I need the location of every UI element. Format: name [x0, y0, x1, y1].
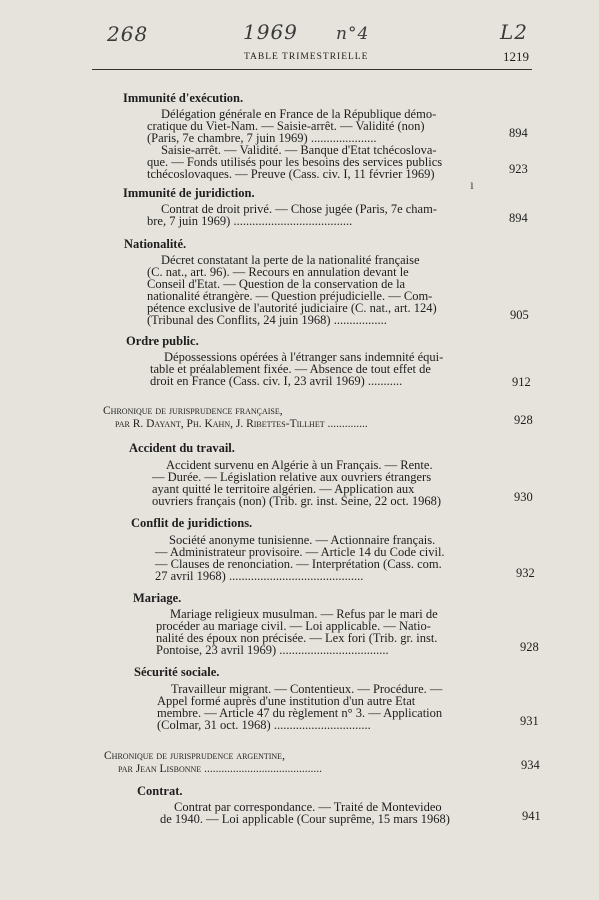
entry-line: nationalité étrangère. — Question préjudicielle. — Com-	[147, 289, 433, 303]
entry-line: Délégation générale en France de la République démo-	[161, 107, 437, 121]
page-number: 941	[522, 809, 541, 823]
entry-text	[157, 683, 502, 731]
section-heading: Mariage.	[133, 591, 182, 605]
pencil-mark: ı	[470, 178, 474, 193]
page-number: 894	[509, 211, 528, 225]
entry-line: — Durée. — Législation relative aux ouvriers étrangers	[152, 470, 432, 484]
section-heading: Accident du travail.	[129, 441, 235, 455]
page-number: 931	[520, 714, 539, 728]
handwritten-issue: n°4	[336, 24, 370, 44]
entry-line: nalité des époux non précisée. — Lex fori (Trib. gr. inst.	[156, 631, 438, 645]
entry-line: Contrat de droit privé. — Chose jugée (Paris, 7e cham-	[161, 202, 437, 216]
section-heading: Contrat.	[137, 784, 183, 798]
entry-line: ayant quitté le territoire algérien. — Application aux	[152, 482, 415, 496]
page-number: 932	[516, 566, 535, 580]
entry-text	[152, 459, 497, 507]
entry-line: bre, 7 juin 1969) ......................................	[147, 214, 353, 228]
entry-line: Saisie-arrêt. — Validité. — Banque d'Etat tchécoslova-	[161, 143, 437, 157]
entry-line: (C. nat., art. 96). — Recours en annulation devant le	[147, 265, 409, 279]
chronicle-line: Chronique de jurisprudence argentine,	[104, 750, 285, 762]
entry-line: de 1940. — Loi applicable (Cour suprême, 15 mars 1968)	[160, 812, 450, 826]
entry-line: Mariage religieux musulman. — Refus par le mari de	[170, 607, 438, 621]
section-heading: Immunité de juridiction.	[123, 186, 255, 200]
page-number: 923	[509, 162, 528, 176]
entry-line: Accident survenu en Algérie à un Français. — Rente.	[166, 458, 433, 472]
chronicle-authors: par R. Dayant, Ph. Kahn, J. Ribettes-Tillhet ..............	[115, 418, 368, 430]
entry-line: membre. — Article 47 du règlement n° 3. — Application	[157, 706, 443, 720]
entry-line: (Colmar, 31 oct. 1968) ...............................	[157, 718, 371, 732]
entry-line: Appel formé auprès d'une institution d'un autre Etat	[157, 694, 416, 708]
entry-line: Travailleur migrant. — Contentieux. — Procédure. —	[171, 682, 443, 696]
entry-line: Pontoise, 23 avril 1969) ...................................	[156, 643, 389, 657]
running-header-page: 1219	[503, 49, 529, 64]
page-number: 930	[514, 490, 533, 504]
section-heading: Ordre public.	[126, 334, 199, 348]
entry-line: tchécoslovaques. — Preuve (Cass. civ. I, 11 février 1969)	[147, 167, 435, 181]
entry-text	[147, 144, 487, 180]
section-heading: Immunité d'exécution.	[123, 91, 244, 105]
entry-line: pétence exclusive de l'autorité judiciaire (C. nat., art. 124)	[147, 301, 437, 315]
header-rule	[92, 69, 532, 70]
page-number: 894	[509, 126, 528, 140]
entry-line: que. — Fonds utilisés pour les besoins des services publics	[147, 155, 443, 169]
entry-line: table et préalablement fixée. — Absence de tout effet de	[150, 362, 431, 376]
chronicle-line: Chronique de jurisprudence française,	[103, 405, 283, 417]
entry-text	[150, 351, 495, 387]
chronicle-authors: par Jean Lisbonne .........................................	[118, 763, 322, 775]
chronicle-title	[104, 750, 322, 776]
entry-line: Conseil d'Etat. — Question de la conservation de la	[147, 277, 406, 291]
page-number: 934	[521, 758, 540, 772]
entry-line: (Paris, 7e chambre, 7 juin 1969) .....................	[147, 131, 377, 145]
entry-text	[156, 608, 501, 656]
entry-line: Société anonyme tunisienne. — Actionnaire français.	[169, 533, 436, 547]
entry-line: ouvriers français (non) (Trib. gr. inst. Seine, 22 oct. 1968)	[152, 494, 442, 508]
handwritten-mark: L2	[500, 20, 529, 44]
section-heading: Nationalité.	[124, 237, 187, 251]
entry-line: Contrat par correspondance. — Traité de Montevideo	[174, 800, 442, 814]
page-number: 928	[514, 413, 533, 427]
chronicle-title	[103, 405, 368, 431]
entry-text	[147, 254, 492, 326]
page-number: 912	[512, 375, 531, 389]
page-number: 905	[510, 308, 529, 322]
entry-text	[160, 801, 505, 825]
entry-text	[147, 108, 487, 144]
entry-line: (Tribunal des Conflits, 24 juin 1968) .................	[147, 313, 387, 327]
entry-text	[155, 534, 500, 582]
entry-line: 27 avril 1968) ...........................................	[155, 569, 364, 583]
entry-line: — Clauses de renonciation. — Interprétation (Cass. com.	[155, 557, 442, 571]
section-heading: Sécurité sociale.	[134, 665, 220, 679]
entry-text	[147, 203, 487, 227]
entry-line: droit en France (Cass. civ. I, 23 avril 1969) ...........	[150, 374, 403, 388]
page-number: 928	[520, 640, 539, 654]
running-header-title: TABLE TRIMESTRIELLE	[244, 52, 369, 62]
entry-line: cratique du Viet-Nam. — Saisie-arrêt. — Validité (non)	[147, 119, 425, 133]
handwritten-year: 1969	[243, 20, 298, 44]
entry-line: Dépossessions opérées à l'étranger sans indemnité équi-	[164, 350, 444, 364]
handwritten-page-ref: 268	[107, 22, 149, 46]
entry-line: Décret constatant la perte de la nationalité française	[161, 253, 420, 267]
entry-line: — Administrateur provisoire. — Article 14 du Code civil.	[155, 545, 445, 559]
section-heading: Conflit de juridictions.	[131, 516, 253, 530]
entry-line: procéder au mariage civil. — Loi applicable. — Natio-	[156, 619, 431, 633]
